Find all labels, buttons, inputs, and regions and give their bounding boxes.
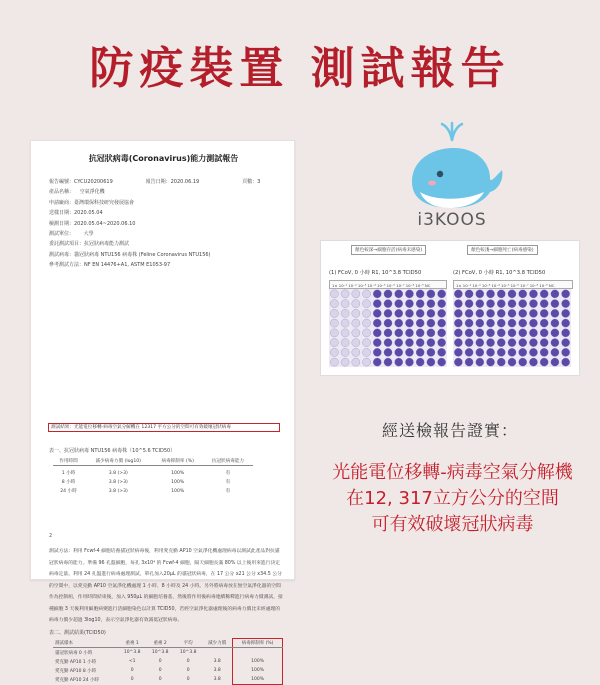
well-dead bbox=[352, 339, 360, 347]
well-live bbox=[497, 290, 505, 298]
well-dead bbox=[330, 319, 338, 327]
page-number: 2 bbox=[49, 533, 53, 539]
well-live bbox=[416, 309, 424, 317]
well-live bbox=[395, 319, 403, 327]
table-cell: 100% bbox=[233, 657, 283, 666]
well-live bbox=[540, 348, 548, 356]
well-dead bbox=[352, 358, 360, 366]
well-live bbox=[562, 319, 570, 327]
well-live bbox=[519, 319, 527, 327]
table-cell: 有 bbox=[225, 471, 231, 476]
well-live bbox=[384, 329, 392, 337]
well-live bbox=[373, 329, 381, 337]
well-live bbox=[465, 309, 473, 317]
well-live bbox=[476, 329, 484, 337]
well-live bbox=[519, 358, 527, 366]
well-dead bbox=[330, 329, 338, 337]
table-cell: 3.8 bbox=[213, 668, 221, 673]
plate-caption-right: (2) FCoV, 0 小時 R1, 10^3.8 TCID50 bbox=[453, 270, 546, 276]
table-cell: 8 小時 bbox=[61, 480, 76, 485]
well-live bbox=[497, 309, 505, 317]
well-live bbox=[427, 300, 435, 308]
test-report-document bbox=[30, 140, 295, 683]
claim-line-2: 在12, 317立方公分的空間 bbox=[346, 488, 559, 509]
well-dead bbox=[330, 290, 338, 298]
well-live bbox=[438, 319, 446, 327]
table-row bbox=[53, 478, 253, 487]
well-live bbox=[395, 358, 403, 366]
well-dead bbox=[341, 329, 349, 337]
well-dead bbox=[352, 300, 360, 308]
well-live bbox=[405, 339, 413, 347]
well-live bbox=[405, 329, 413, 337]
well-live bbox=[454, 339, 462, 347]
page-count: 頁數：3 bbox=[242, 179, 261, 185]
table-cell: 0 bbox=[186, 668, 190, 673]
legend-tag-live: 顏色較深→細胞存活(病毒未感染) bbox=[351, 245, 426, 255]
well-live bbox=[373, 300, 381, 308]
well-live bbox=[373, 348, 381, 356]
well-live bbox=[486, 309, 494, 317]
well-live bbox=[540, 329, 548, 337]
well-dead bbox=[362, 358, 370, 366]
table-cell: 0 bbox=[158, 659, 162, 664]
product-name: 空氣淨化機 bbox=[79, 189, 105, 196]
well-dead bbox=[330, 358, 338, 366]
well-plate-left bbox=[329, 289, 447, 367]
test-method-ref: 參考測試方法：NF EN 14476+A1, ASTM E1053-97 bbox=[49, 262, 171, 269]
well-live bbox=[551, 329, 559, 337]
report-number: 報告編號：CYCU20200619 bbox=[49, 179, 113, 185]
well-live bbox=[373, 309, 381, 317]
table-header: 作用時間 bbox=[53, 457, 84, 466]
well-live bbox=[497, 300, 505, 308]
well-live bbox=[416, 300, 424, 308]
well-live bbox=[427, 358, 435, 366]
well-live bbox=[438, 358, 446, 366]
table-cell: 愛克勤 AP10 8 小時 bbox=[55, 668, 97, 674]
well-live bbox=[454, 348, 462, 356]
well-live bbox=[529, 300, 537, 308]
well-live bbox=[540, 319, 548, 327]
well-live bbox=[395, 309, 403, 317]
well-live bbox=[508, 329, 516, 337]
well-dead bbox=[330, 300, 338, 308]
well-live bbox=[551, 358, 559, 366]
well-live bbox=[465, 319, 473, 327]
table-cell: 100% bbox=[171, 488, 185, 494]
well-live bbox=[551, 348, 559, 356]
well-dead bbox=[352, 309, 360, 317]
table-header: 重複 1 bbox=[118, 639, 146, 648]
well-live bbox=[529, 290, 537, 298]
method-paragraph: 測試方法：利用 Fcwf-4 細胞培養貓冠狀病毒後，利用愛克勤 AP10 空氣淨化機處理病毒以測試此產品對抗貓冠狀病毒的能力。準備 96 孔盤細胞，每孔 3x10⁴ 的 Fcwf-4 細胞，隔天細胞長滿 80% 以上後用來進行決定病毒定量。利用 24 孔盤進行病毒處理測試，單孔加入20μL 的貓冠狀病毒，在 17 公分 x21 公分 x34.5 公分的空間中，以愛克勤 AP10 空氣淨化機處理 1 小時、8 小時及 24 小時。另外將病毒放在無空氣淨化器的空間作為控制組，作用時間結束後，加入 950μL 的細胞培養基，然後將作用後病毒連續稀釋進行病毒力價測試，接種細胞 3 天後利用細胞病變進行活細胞染色以計算 TCID50，若經空氣淨化器處理後的病毒力價比未經處理的病毒力價少超過 3log10，表示空氣淨化器有效減低冠狀病毒。 bbox=[49, 549, 283, 623]
well-live bbox=[395, 329, 403, 337]
claim-line-1: 光能電位移轉-病毒空氣分解機 bbox=[332, 462, 573, 483]
well-live bbox=[551, 339, 559, 347]
table-cell: 1 小時 bbox=[61, 471, 76, 476]
well-live bbox=[519, 290, 527, 298]
well-live bbox=[384, 319, 392, 327]
table-cell: 10^3.8 bbox=[179, 650, 197, 655]
table1-caption: 表一、抗冠狀病毒 NTU156 病毒株（10^5.6 TCID50） bbox=[49, 448, 176, 454]
well-live bbox=[508, 348, 516, 356]
well-live bbox=[416, 329, 424, 337]
well-live bbox=[508, 319, 516, 327]
well-live bbox=[519, 339, 527, 347]
well-live bbox=[508, 339, 516, 347]
well-live bbox=[465, 358, 473, 366]
well-live bbox=[438, 309, 446, 317]
well-live bbox=[551, 290, 559, 298]
table-row bbox=[53, 487, 253, 496]
well-dead bbox=[341, 300, 349, 308]
well-live bbox=[476, 339, 484, 347]
well-live bbox=[373, 358, 381, 366]
well-live bbox=[373, 319, 381, 327]
well-live bbox=[519, 348, 527, 356]
well-live bbox=[540, 339, 548, 347]
well-dead bbox=[341, 319, 349, 327]
table-cell: 0 bbox=[130, 668, 134, 673]
well-dead bbox=[362, 300, 370, 308]
well-dead bbox=[341, 339, 349, 347]
well-live bbox=[427, 290, 435, 298]
well-live bbox=[540, 290, 548, 298]
well-live bbox=[497, 329, 505, 337]
well-live bbox=[562, 300, 570, 308]
well-live bbox=[384, 339, 392, 347]
well-live bbox=[427, 319, 435, 327]
table-header-row bbox=[53, 457, 253, 466]
well-dead bbox=[362, 319, 370, 327]
well-live bbox=[486, 300, 494, 308]
well-live bbox=[540, 300, 548, 308]
well-dead bbox=[341, 348, 349, 356]
well-live bbox=[405, 300, 413, 308]
well-live bbox=[454, 329, 462, 337]
table-header: 病毒抑制率 (%) bbox=[233, 639, 283, 648]
well-live bbox=[454, 358, 462, 366]
well-live bbox=[454, 290, 462, 298]
well-live bbox=[551, 309, 559, 317]
well-live bbox=[562, 309, 570, 317]
report-date: 報告日期：2020.06.19 bbox=[145, 179, 200, 185]
well-live bbox=[562, 348, 570, 356]
table-cell: 3.8 bbox=[213, 677, 221, 682]
well-live bbox=[508, 300, 516, 308]
well-live bbox=[395, 300, 403, 308]
well-live bbox=[427, 348, 435, 356]
table-cell: 100% bbox=[171, 479, 185, 485]
table-cell: 3.8 (>3) bbox=[108, 488, 128, 494]
well-dead bbox=[341, 290, 349, 298]
well-live bbox=[454, 319, 462, 327]
well-dead bbox=[341, 358, 349, 366]
well-live bbox=[519, 329, 527, 337]
test-unit: 大學 bbox=[83, 231, 94, 238]
well-live bbox=[551, 300, 559, 308]
table-cell: 0 bbox=[130, 677, 134, 682]
result-detail-table bbox=[53, 638, 283, 685]
well-live bbox=[508, 309, 516, 317]
well-live bbox=[476, 300, 484, 308]
well-live bbox=[519, 309, 527, 317]
well-live bbox=[427, 329, 435, 337]
table-cell: 0 bbox=[186, 677, 190, 682]
well-live bbox=[486, 339, 494, 347]
legend-tag-dead: 顏色較淺→細胞死亡(病毒感染) bbox=[467, 245, 538, 255]
well-live bbox=[438, 348, 446, 356]
well-live bbox=[405, 319, 413, 327]
dilution-row-left: 1× 10⁻¹ 10⁻² 10⁻³ 10⁻⁴ 10⁻⁵ 10⁻⁶ 10⁻⁷ 10⁻⁸ 10⁻⁹ NC bbox=[329, 280, 447, 289]
well-live bbox=[508, 290, 516, 298]
well-live bbox=[486, 319, 494, 327]
table-header: 測試樣本 bbox=[53, 639, 118, 648]
well-live bbox=[540, 358, 548, 366]
well-live bbox=[476, 309, 484, 317]
page-headline: 防疫裝置 測試報告 bbox=[89, 43, 511, 94]
table2-caption: 表二、測試結果(TCID50) bbox=[49, 630, 106, 636]
well-live bbox=[416, 319, 424, 327]
well-live bbox=[454, 309, 462, 317]
well-dead bbox=[330, 339, 338, 347]
table-cell: 10^3.8 bbox=[123, 650, 141, 655]
well-live bbox=[562, 358, 570, 366]
table-cell: 0 bbox=[158, 677, 162, 682]
table-row bbox=[53, 666, 283, 675]
table-cell: 3.8 (>3) bbox=[108, 479, 128, 485]
well-live bbox=[438, 339, 446, 347]
well-live bbox=[529, 319, 537, 327]
table-row bbox=[53, 657, 283, 666]
well-live bbox=[529, 339, 537, 347]
well-live bbox=[529, 309, 537, 317]
well-live bbox=[508, 358, 516, 366]
table-cell: 3.8 bbox=[213, 659, 221, 664]
applicant: 申請廠商：臺灣環保科技研究發展協會 bbox=[49, 199, 135, 206]
well-dead bbox=[362, 290, 370, 298]
well-dead bbox=[362, 329, 370, 337]
well-live bbox=[519, 300, 527, 308]
table-cell: 100% bbox=[233, 666, 283, 675]
well-dead bbox=[362, 309, 370, 317]
table-cell bbox=[202, 648, 233, 658]
meta-row bbox=[49, 198, 284, 208]
table-cell: 有 bbox=[225, 489, 231, 494]
well-dead bbox=[341, 309, 349, 317]
table-header: 重複 2 bbox=[146, 639, 174, 648]
well-live bbox=[384, 348, 392, 356]
well-dead bbox=[352, 329, 360, 337]
well-live bbox=[486, 358, 494, 366]
well-live bbox=[395, 339, 403, 347]
table-header: 抗冠狀病毒能力 bbox=[203, 457, 253, 466]
well-live bbox=[454, 300, 462, 308]
product-name-label: 產品名稱： bbox=[49, 189, 75, 196]
table-cell: 0 bbox=[158, 668, 162, 673]
well-live bbox=[562, 339, 570, 347]
well-live bbox=[465, 339, 473, 347]
table-cell: 貓冠狀病毒 0 小時 bbox=[55, 650, 93, 656]
meta-row bbox=[49, 239, 284, 249]
well-live bbox=[416, 358, 424, 366]
well-live bbox=[373, 290, 381, 298]
table-header: 減少病毒力價 (log10) bbox=[84, 457, 153, 466]
well-live bbox=[486, 290, 494, 298]
well-dead bbox=[330, 348, 338, 356]
well-live bbox=[416, 339, 424, 347]
table-cell: 100% bbox=[233, 675, 283, 684]
well-live bbox=[497, 358, 505, 366]
table-cell: 24 小時 bbox=[60, 489, 77, 494]
test-unit-label: 測試單位： bbox=[49, 231, 75, 238]
table-cell: 愛克勤 AP10 24 小時 bbox=[55, 677, 100, 683]
well-live bbox=[427, 309, 435, 317]
well-live bbox=[438, 329, 446, 337]
well-live bbox=[465, 329, 473, 337]
well-live bbox=[465, 348, 473, 356]
report-meta bbox=[49, 177, 284, 271]
well-live bbox=[416, 290, 424, 298]
well-live bbox=[384, 290, 392, 298]
well-live bbox=[497, 339, 505, 347]
well-live bbox=[529, 329, 537, 337]
well-live bbox=[427, 339, 435, 347]
well-live bbox=[395, 348, 403, 356]
test-item: 委託測試項目：抗冠狀病毒能力測試 bbox=[49, 241, 130, 248]
virus-plate-figure bbox=[320, 240, 580, 376]
brand-name: i3KOOS bbox=[417, 210, 487, 230]
meta-row bbox=[49, 250, 284, 260]
highlighted-result: 測試結果：光能電位移轉-病毒空氣分解機在 12317 平方公分的空間可有效破壞冠狀病毒 bbox=[48, 423, 280, 432]
table-row bbox=[53, 466, 253, 478]
table-cell bbox=[233, 648, 283, 658]
well-live bbox=[465, 300, 473, 308]
table-header-row bbox=[53, 639, 283, 648]
result-summary-table bbox=[53, 457, 253, 496]
plate-caption-left: (1) FCoV, 0 小時 R1, 10^3.8 TCID50 bbox=[329, 270, 422, 276]
well-dead bbox=[330, 309, 338, 317]
verified-lead: 經送檢報告證實： bbox=[381, 421, 518, 440]
well-live bbox=[476, 290, 484, 298]
table-header: 減少力價 bbox=[202, 639, 233, 648]
well-live bbox=[405, 309, 413, 317]
well-live bbox=[416, 348, 424, 356]
well-live bbox=[540, 309, 548, 317]
well-live bbox=[438, 290, 446, 298]
test-virus: 測試病毒：貓冠狀病毒 NTU156 病毒株 (Feline Coronavirus NTU156) bbox=[49, 251, 211, 258]
well-live bbox=[405, 358, 413, 366]
meta-row bbox=[49, 260, 284, 270]
well-live bbox=[486, 329, 494, 337]
well-live bbox=[529, 348, 537, 356]
well-live bbox=[497, 319, 505, 327]
meta-row bbox=[49, 208, 284, 218]
table-row bbox=[53, 648, 283, 658]
table-header: 病毒抑制率 (%) bbox=[153, 457, 203, 466]
test-date: 檢測日期：2020.05.04~2020.06.10 bbox=[49, 220, 136, 227]
claim-line-3: 可有效破壞冠狀病毒 bbox=[371, 514, 534, 535]
well-live bbox=[405, 348, 413, 356]
table-row bbox=[53, 675, 283, 684]
meta-row bbox=[49, 219, 284, 229]
well-live bbox=[476, 319, 484, 327]
table-cell: 愛克勤 AP10 1 小時 bbox=[55, 659, 97, 665]
well-live bbox=[438, 300, 446, 308]
well-live bbox=[551, 319, 559, 327]
well-dead bbox=[352, 348, 360, 356]
table-cell: 3.8 (>3) bbox=[108, 470, 128, 476]
well-live bbox=[384, 309, 392, 317]
table-cell: 0 bbox=[186, 659, 190, 664]
well-dead bbox=[352, 319, 360, 327]
well-live bbox=[465, 290, 473, 298]
well-live bbox=[384, 300, 392, 308]
well-live bbox=[562, 290, 570, 298]
well-live bbox=[476, 348, 484, 356]
table-cell: 100% bbox=[171, 470, 185, 476]
sample-date: 送樣日期：2020.05.04 bbox=[49, 210, 103, 217]
well-live bbox=[395, 290, 403, 298]
well-live bbox=[562, 329, 570, 337]
report-title: 抗冠狀病毒(Coronavirus)能力測試報告 bbox=[88, 154, 239, 163]
well-live bbox=[373, 339, 381, 347]
well-plate-right bbox=[453, 289, 571, 367]
well-live bbox=[529, 358, 537, 366]
well-live bbox=[384, 358, 392, 366]
well-live bbox=[497, 348, 505, 356]
well-dead bbox=[362, 348, 370, 356]
well-live bbox=[405, 290, 413, 298]
table-cell: <1 bbox=[128, 659, 136, 664]
well-dead bbox=[362, 339, 370, 347]
table-cell: 有 bbox=[225, 480, 231, 485]
meta-row bbox=[49, 229, 284, 239]
well-live bbox=[476, 358, 484, 366]
table-header: 平均 bbox=[174, 639, 202, 648]
dilution-row-right: 1× 10⁻¹ 10⁻² 10⁻³ 10⁻⁴ 10⁻⁵ 10⁻⁶ 10⁻⁷ 10⁻⁸ 10⁻⁹ NC bbox=[453, 280, 573, 289]
well-dead bbox=[352, 290, 360, 298]
meta-row bbox=[49, 177, 284, 187]
meta-row bbox=[49, 187, 284, 197]
well-live bbox=[486, 348, 494, 356]
table-cell: 10^3.8 bbox=[151, 650, 169, 655]
